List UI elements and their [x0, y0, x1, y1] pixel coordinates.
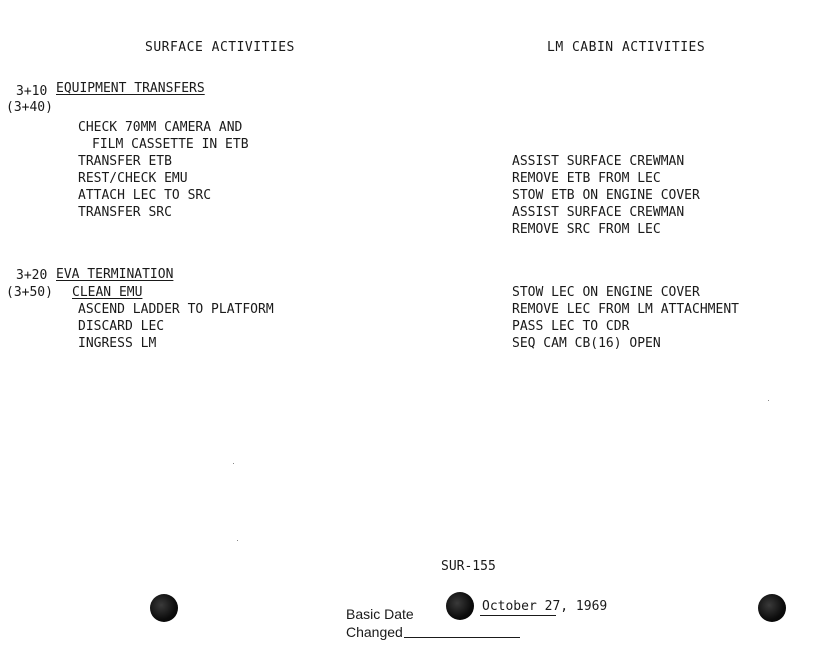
cabin-item: PASS LEC TO CDR [512, 319, 630, 334]
section1-title: EQUIPMENT TRANSFERS [56, 81, 205, 96]
changed-underline [404, 637, 520, 638]
surface-item: DISCARD LEC [78, 319, 165, 334]
section2-alt-time: (3+50) [6, 285, 53, 300]
cabin-item: REMOVE LEC FROM LM ATTACHMENT [512, 302, 739, 317]
changed-label: Changed [346, 624, 403, 640]
cabin-item: REMOVE ETB FROM LEC [512, 171, 661, 186]
binder-hole-icon [150, 594, 178, 622]
surface-item: CLEAN EMU [72, 285, 143, 300]
basic-date-value: October 27, 1969 [482, 599, 608, 614]
surface-item: ATTACH LEC TO SRC [78, 188, 212, 203]
section1-time: 3+10 [16, 84, 48, 99]
section2-time: 3+20 [16, 268, 48, 283]
cabin-item: STOW ETB ON ENGINE COVER [512, 188, 700, 203]
surface-item: ASCEND LADDER TO PLATFORM [78, 302, 274, 317]
lm-cabin-activities-header: LM CABIN ACTIVITIES [547, 40, 706, 55]
cabin-item: STOW LEC ON ENGINE COVER [512, 285, 700, 300]
page-id: SUR-155 [441, 559, 496, 574]
binder-hole-icon [758, 594, 786, 622]
surface-activities-header: SURFACE ACTIVITIES [145, 40, 295, 55]
surface-item: REST/CHECK EMU [78, 171, 188, 186]
cabin-item: SEQ CAM CB(16) OPEN [512, 336, 661, 351]
section2-title: EVA TERMINATION [56, 267, 174, 282]
surface-item: TRANSFER ETB [78, 154, 172, 169]
cabin-item: ASSIST SURFACE CREWMAN [512, 205, 685, 220]
basic-date-underline [480, 615, 556, 616]
binder-hole-icon [446, 592, 474, 620]
surface-item: CHECK 70MM CAMERA AND [78, 120, 243, 135]
surface-item: INGRESS LM [78, 336, 157, 351]
section1-alt-time: (3+40) [6, 100, 53, 115]
surface-item: TRANSFER SRC [78, 205, 172, 220]
cabin-item: REMOVE SRC FROM LEC [512, 222, 661, 237]
basic-date-label: Basic Date [346, 606, 414, 622]
cabin-item: ASSIST SURFACE CREWMAN [512, 154, 685, 169]
surface-item: FILM CASSETTE IN ETB [92, 137, 249, 152]
